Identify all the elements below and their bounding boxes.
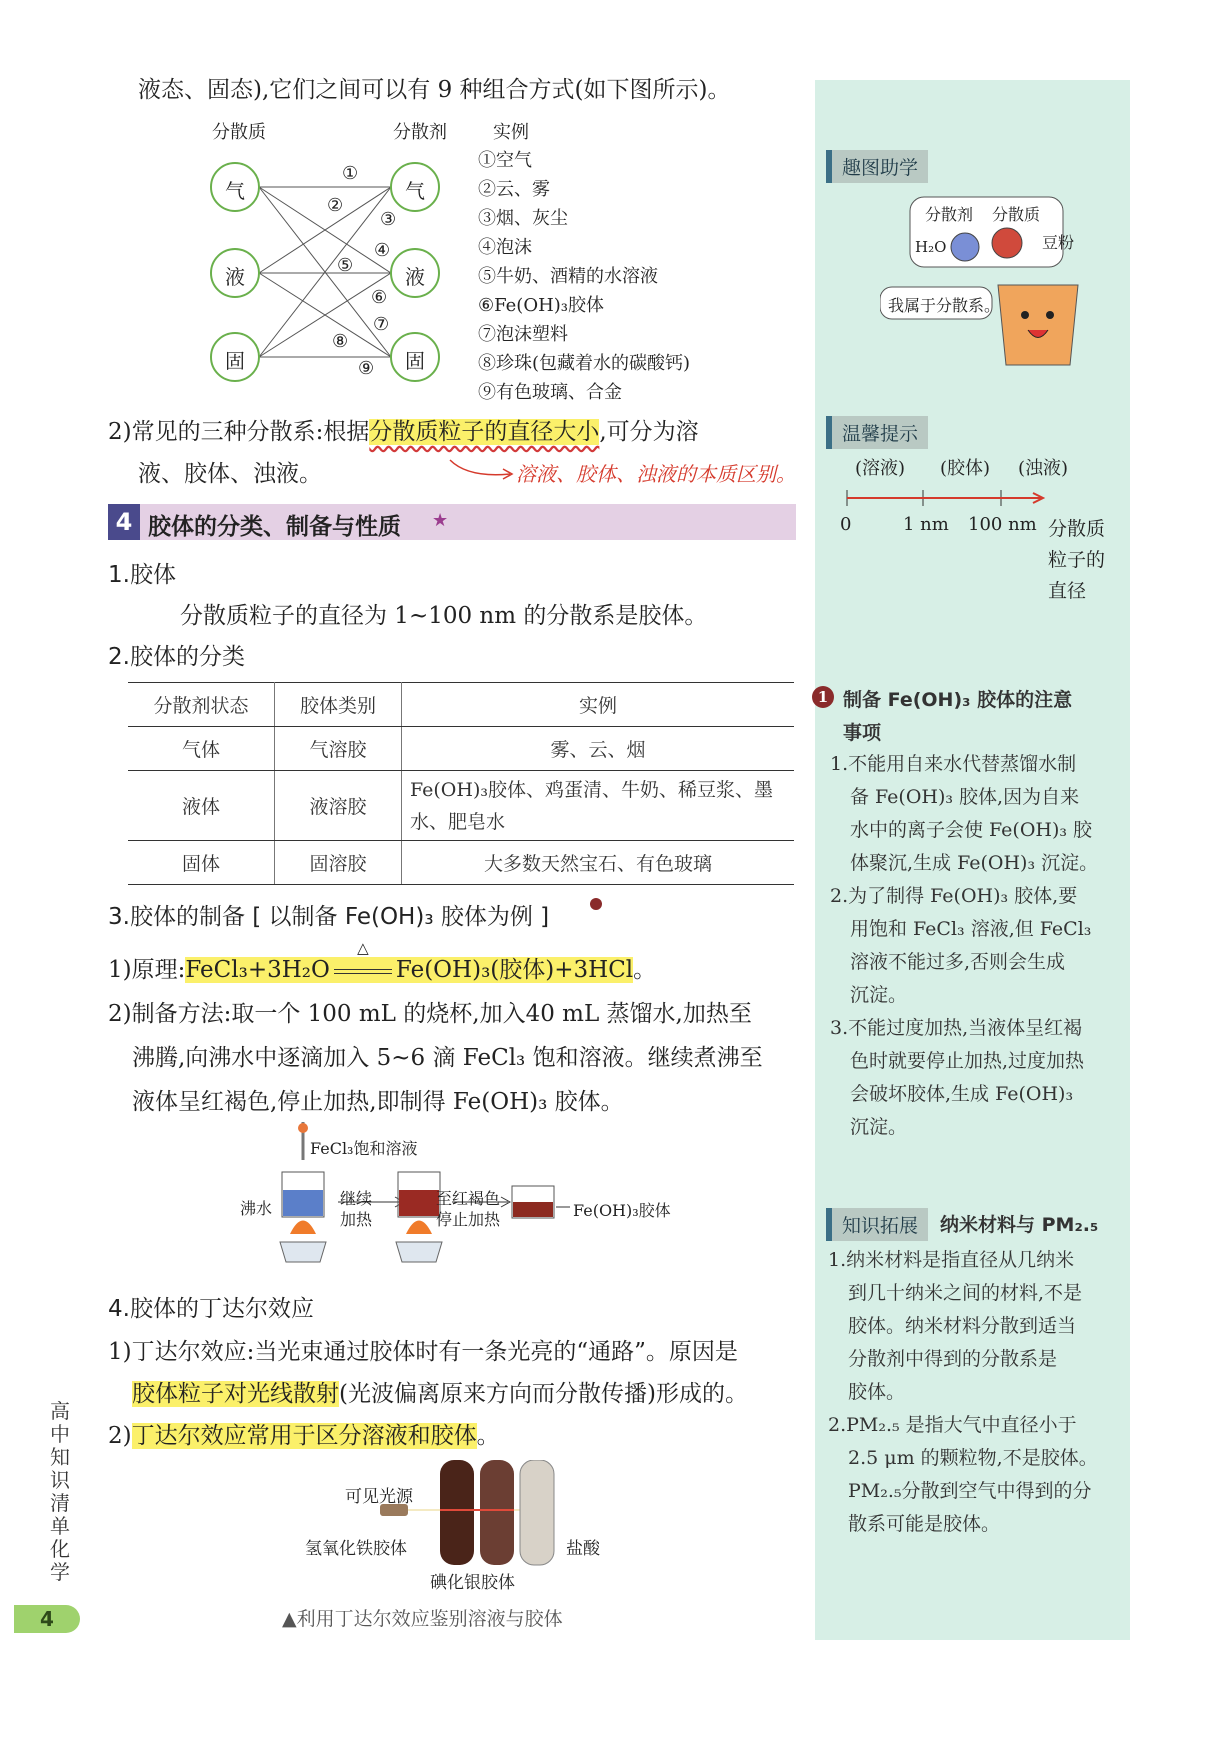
s1-text: 分散质粒子的直径为 1~100 nm 的分散系是胶体。 <box>180 603 708 629</box>
scale-tick-0: 0 <box>840 514 852 535</box>
hdr-dispersoid: 分散质 <box>212 122 266 143</box>
intro-line: 液态、固态),它们之间可以有 9 种组合方式(如下图所示)。 <box>138 77 731 103</box>
para-dispersion-types-2: 液、胶体、浊液。 <box>138 461 322 487</box>
fig-step1: 继续 加热 <box>340 1189 373 1229</box>
side-tag-tips: 温馨提示 <box>826 416 928 449</box>
note-arrow <box>448 456 518 486</box>
tyndall-figure <box>380 1460 560 1575</box>
equation-highlight: FeCl₃+3H₂O △ Fe(OH)₃(胶体)+3HCl <box>185 939 634 983</box>
s1-title: 1.胶体 <box>108 562 176 588</box>
node-gas-right: 气 <box>405 179 425 203</box>
figure-caption: ▲利用丁达尔效应鉴别溶液与胶体 <box>282 1608 563 1630</box>
size-scale <box>845 478 1045 518</box>
example-item: ⑧珍珠(包藏着水的碳酸钙) <box>478 353 691 374</box>
example-item: ⑨有色玻璃、合金 <box>478 382 622 403</box>
extension-item: 2.PM₂.₅ 是指大气中直径小于 2.5 μm 的颗粒物,不是胶体。 PM₂.₅分散到空气中得到的分 散系可能是胶体。 <box>828 1414 1098 1535</box>
table-row: 气体 气溶胶 雾、云、烟 <box>128 727 794 771</box>
fig-silver-iodide-colloid: 碘化银胶体 <box>430 1573 515 1593</box>
principle-line: 1)原理:FeCl₃+3H₂O △ Fe(OH)₃(胶体)+3HCl。 <box>108 939 657 983</box>
note-list <box>830 748 1120 1144</box>
s4-title: 4.胶体的丁达尔效应 <box>108 1296 314 1322</box>
line-num-9: ⑨ <box>358 358 375 379</box>
bubble-dispersion-medium: 分散剂 <box>925 205 974 224</box>
extension-title: 纳米材料与 PM₂.₅ <box>940 1214 1099 1236</box>
example-item: ②云、雾 <box>478 179 550 200</box>
table-row: 固体 固溶胶 大多数天然宝石、有色玻璃 <box>128 841 794 885</box>
node-liquid-left: 液 <box>225 265 245 289</box>
scale-tick-1nm: 1 nm <box>903 514 949 535</box>
note-item: 1.不能用自来水代替蒸馏水制 备 Fe(OH)₃ 胶体,因为自来 水中的离子会使 Fe(OH)₃ 胶 体聚沉,生成 Fe(OH)₃ 沉淀。 <box>830 753 1099 874</box>
star-icon: ★ <box>432 510 449 531</box>
examples-list <box>478 146 690 407</box>
extension-list <box>828 1244 1118 1541</box>
note-title: 制备 Fe(OH)₃ 胶体的注意 事项 <box>843 689 1073 744</box>
handwritten-note: 溶液、胶体、浊液的本质区别。 <box>516 462 796 486</box>
bubble-dispersoid: 分散质 <box>992 205 1041 224</box>
bubble-i-am-dispersion: 我属于分散系。 <box>888 296 1001 315</box>
th-example: 实例 <box>402 683 795 727</box>
extension-item: 1.纳米材料是指直径从几纳米 到几十纳米之间的材料,不是 胶体。纳米材料分散到适当 分散剂中得到的分散系是 胶体。 <box>828 1249 1083 1403</box>
vertical-book-title: 高中知识清单 化学 <box>50 1399 70 1584</box>
line-num-8: ⑧ <box>332 331 349 352</box>
cartoon-illustration <box>880 195 1095 380</box>
section-number: 4 <box>108 504 140 540</box>
fig-iron-hydroxide-colloid: 氢氧化铁胶体 <box>305 1539 407 1559</box>
section-title: 胶体的分类、制备与性质 <box>148 514 401 540</box>
fig-hydrochloric-acid: 盐酸 <box>566 1539 600 1559</box>
note-marker: 1 <box>812 686 834 708</box>
fig-product-label: Fe(OH)₃胶体 <box>573 1201 671 1220</box>
scale-axis-label: 分散质 粒子的 直径 <box>1048 518 1106 602</box>
highlight-distinguish: 丁达尔效应常用于区分溶液和胶体 <box>131 1423 477 1449</box>
label-bean-powder: 豆粉 <box>1042 233 1075 252</box>
fig-step2: 至红褐色 停止加热 <box>436 1189 501 1229</box>
fig-water-label: 沸水 <box>240 1199 273 1218</box>
line-num-6: ⑥ <box>371 287 388 308</box>
page-number: 4 <box>14 1605 80 1633</box>
hdr-medium: 分散剂 <box>393 122 447 143</box>
fig-light-source: 可见光源 <box>345 1487 413 1507</box>
method-text: 2)制备方法:取一个 100 mL 的烧杯,加入40 mL 蒸馏水,加热至 沸腾,向沸水中逐滴加入 5~6 滴 FeCl₃ 饱和溶液。继续煮沸至 液体呈红褐色,停止加热,即制得 Fe(OH)₃ 胶体。 <box>108 1001 763 1115</box>
node-liquid-right: 液 <box>405 265 425 289</box>
fig-dropper-label: FeCl₃饱和溶液 <box>310 1139 418 1158</box>
node-solid-right: 固 <box>405 349 425 373</box>
scale-tick-100nm: 100 nm <box>968 514 1037 535</box>
line-num-1: ① <box>342 163 359 184</box>
example-item: ④泡沫 <box>478 237 532 258</box>
node-gas-left: 气 <box>225 179 245 203</box>
table-row: 液体 液溶胶 Fe(OH)₃胶体、鸡蛋清、牛奶、稀豆浆、墨水、肥皂水 <box>128 771 794 841</box>
hdr-example: 实例 <box>493 122 529 143</box>
side-tag-fun-pic: 趣图助学 <box>826 150 928 183</box>
th-colloid-type: 胶体类别 <box>275 683 402 727</box>
example-item: ①空气 <box>478 150 532 171</box>
line-num-5: ⑤ <box>337 255 354 276</box>
s2-title: 2.胶体的分类 <box>108 644 245 670</box>
label-h2o: H₂O <box>915 238 947 256</box>
example-item: ⑥Fe(OH)₃胶体 <box>478 295 605 316</box>
note-item: 3.不能过度加热,当液体呈红褐 色时就要停止加热,过度加热 会破坏胶体,生成 Fe(OH)₃ 沉淀。 <box>830 1017 1085 1138</box>
tyndall-line3: 2)丁达尔效应常用于区分溶液和胶体。 <box>108 1423 500 1449</box>
th-medium-state: 分散剂状态 <box>128 683 275 727</box>
example-item: ⑤牛奶、酒精的水溶液 <box>478 266 658 287</box>
tyndall-line1: 1)丁达尔效应:当光束通过胶体时有一条光亮的“通路”。原因是 <box>108 1339 738 1365</box>
highlight-particle-size: 分散质粒子的直径大小 <box>369 419 600 445</box>
tyndall-line2: 胶体粒子对光线散射(光波偏离原来方向而分散传播)形成的。 <box>132 1381 748 1407</box>
s3-title: 3.胶体的制备 [ 以制备 Fe(OH)₃ 胶体为例 ] <box>108 904 550 930</box>
highlight-scattering: 胶体粒子对光线散射 <box>132 1381 339 1407</box>
scale-suspension: (浊液) <box>1018 458 1069 479</box>
colloid-table <box>128 682 794 885</box>
example-item: ③烟、灰尘 <box>478 208 568 229</box>
line-num-7: ⑦ <box>373 314 390 335</box>
scale-colloid: (胶体) <box>940 458 991 479</box>
line-num-4: ④ <box>374 240 391 261</box>
line-num-3: ③ <box>380 209 397 230</box>
scale-solution: (溶液) <box>855 458 906 479</box>
para-dispersion-types: 2)常见的三种分散系:根据分散质粒子的直径大小,可分为溶 <box>108 419 699 445</box>
example-item: ⑦泡沫塑料 <box>478 324 568 345</box>
note-item: 2.为了制得 Fe(OH)₃ 胶体,要 用饱和 FeCl₃ 溶液,但 FeCl₃ 溶液不能过多,否则会生成 沉淀。 <box>830 885 1092 1006</box>
side-tag-extension: 知识拓展 <box>826 1208 928 1241</box>
node-solid-left: 固 <box>225 349 245 373</box>
line-num-2: ② <box>327 195 344 216</box>
note-ref-marker <box>590 898 602 910</box>
